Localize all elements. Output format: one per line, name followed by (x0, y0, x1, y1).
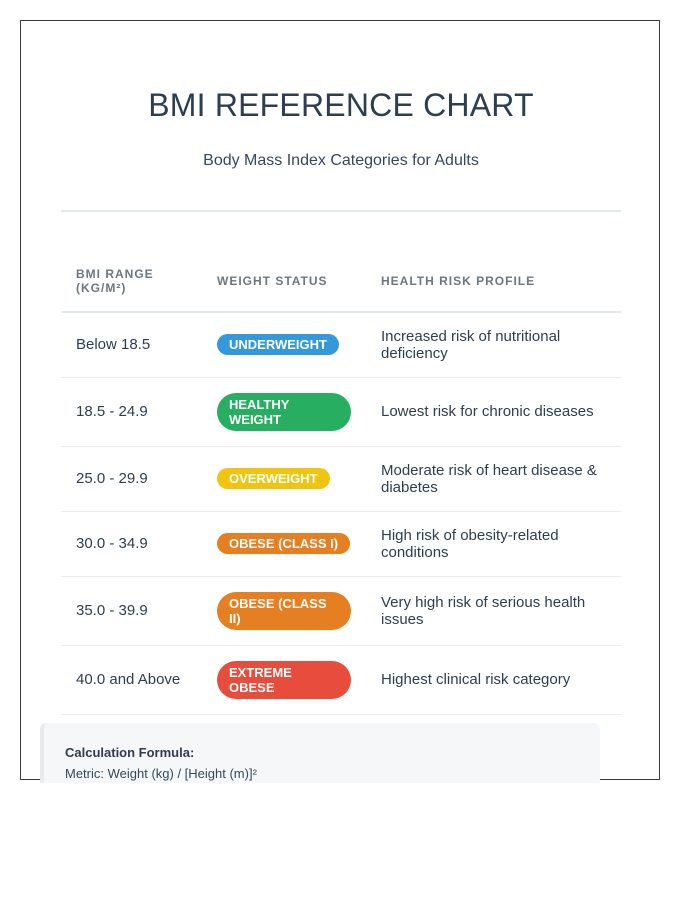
status-cell (202, 446, 366, 511)
bmi-chart-card (20, 20, 660, 780)
table-row (61, 446, 621, 511)
bmi-table (61, 258, 621, 715)
risk-cell: Lowest risk for chronic diseases (366, 377, 621, 446)
table-row (61, 377, 621, 446)
risk-cell: High risk of obesity-related conditions (366, 511, 621, 576)
status-cell (202, 377, 366, 446)
risk-cell: Highest clinical risk category (366, 645, 621, 714)
column-header-weight-status: WEIGHT STATUS (202, 258, 366, 312)
bmi-range-cell: 40.0 and Above (61, 645, 202, 714)
page-title: BMI REFERENCE CHART (148, 87, 534, 123)
risk-cell: Very high risk of serious health issues (366, 576, 621, 645)
status-badge: OBESE (CLASS II) (217, 592, 351, 630)
bmi-range-cell: 18.5 - 24.9 (61, 377, 202, 446)
bmi-range-cell: 25.0 - 29.9 (61, 446, 202, 511)
bmi-range-cell: 30.0 - 34.9 (61, 511, 202, 576)
status-badge: EXTREME OBESE (217, 661, 351, 699)
risk-cell: Moderate risk of heart disease & diabetes (366, 446, 621, 511)
status-cell (202, 511, 366, 576)
table-header-row (61, 258, 621, 312)
column-header-bmi-range: BMI RANGE (KG/M²) (61, 258, 202, 312)
table-row (61, 511, 621, 576)
formula-title: Calculation Formula: (65, 745, 195, 760)
header-divider (61, 210, 621, 212)
column-header-health-risk: HEALTH RISK PROFILE (366, 258, 621, 312)
bmi-range-cell: Below 18.5 (61, 312, 202, 377)
bmi-range-cell: 35.0 - 39.9 (61, 576, 202, 645)
formula-metric: Metric: Weight (kg) / [Height (m)]² (65, 766, 257, 781)
status-badge: UNDERWEIGHT (217, 334, 339, 355)
status-cell (202, 312, 366, 377)
table-row (61, 645, 621, 714)
page-subtitle: Body Mass Index Categories for Adults (203, 152, 479, 169)
status-cell (202, 576, 366, 645)
status-cell (202, 645, 366, 714)
risk-cell: Increased risk of nutritional deficiency (366, 312, 621, 377)
formula-panel (40, 723, 600, 783)
table-row (61, 312, 621, 377)
status-badge: HEALTHY WEIGHT (217, 393, 351, 431)
table-row (61, 576, 621, 645)
status-badge: OVERWEIGHT (217, 468, 330, 489)
status-badge: OBESE (CLASS I) (217, 533, 350, 554)
